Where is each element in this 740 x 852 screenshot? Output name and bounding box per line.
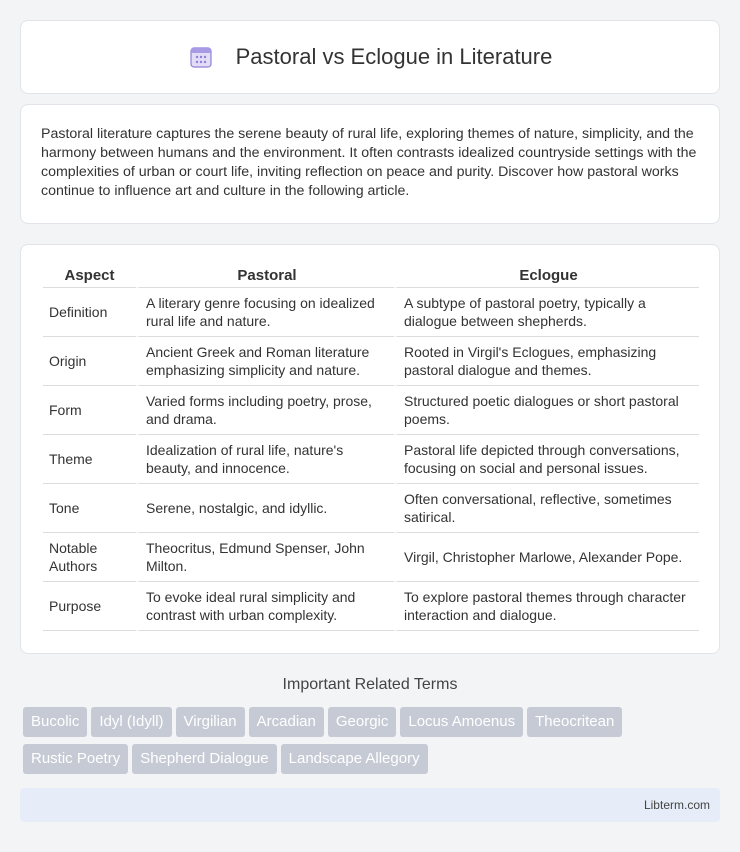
cell-aspect: Origin xyxy=(43,337,136,386)
table-grid-icon xyxy=(188,44,214,70)
tag-georgic[interactable]: Georgic xyxy=(328,707,397,737)
table-row xyxy=(43,533,699,582)
cell-eclogue: A subtype of pastoral poetry, typically a dialogue between shepherds. xyxy=(394,288,699,337)
table-row xyxy=(43,435,699,484)
cell-aspect: Notable Authors xyxy=(43,533,136,582)
tag-virgilian[interactable]: Virgilian xyxy=(176,707,245,737)
cell-eclogue: Structured poetic dialogues or short pastoral poems. xyxy=(394,386,699,435)
cell-aspect: Form xyxy=(43,386,136,435)
table-row xyxy=(43,288,699,337)
cell-aspect: Theme xyxy=(43,435,136,484)
footer xyxy=(20,788,720,822)
cell-pastoral: Theocritus, Edmund Spenser, John Milton. xyxy=(136,533,394,582)
tag-landscape-allegory[interactable]: Landscape Allegory xyxy=(281,744,428,774)
related-terms-title: Important Related Terms xyxy=(282,676,458,693)
table-row xyxy=(43,582,699,631)
title-card xyxy=(20,20,720,94)
cell-pastoral: Idealization of rural life, nature's beauty, and innocence. xyxy=(136,435,394,484)
cell-aspect: Purpose xyxy=(43,582,136,631)
page-title: Pastoral vs Eclogue in Literature xyxy=(235,44,553,69)
comparison-table-card xyxy=(20,244,720,654)
footer-source[interactable]: Libterm.com xyxy=(643,798,710,812)
cell-eclogue: To explore pastoral themes through character interaction and dialogue. xyxy=(394,582,699,631)
tag-arcadian[interactable]: Arcadian xyxy=(249,707,324,737)
header-aspect: Aspect xyxy=(43,265,136,288)
cell-eclogue: Virgil, Christopher Marlowe, Alexander Pope. xyxy=(394,533,699,582)
cell-pastoral: Varied forms including poetry, prose, and drama. xyxy=(136,386,394,435)
tag-rustic-poetry[interactable]: Rustic Poetry xyxy=(23,744,128,774)
tag-locus-amoenus[interactable]: Locus Amoenus xyxy=(400,707,523,737)
cell-pastoral: Ancient Greek and Roman literature emphasizing simplicity and nature. xyxy=(136,337,394,386)
tag-bucolic[interactable]: Bucolic xyxy=(23,707,87,737)
cell-pastoral: To evoke ideal rural simplicity and contrast with urban complexity. xyxy=(136,582,394,631)
comparison-table xyxy=(43,265,699,631)
cell-pastoral: A literary genre focusing on idealized rural life and nature. xyxy=(136,288,394,337)
cell-eclogue: Rooted in Virgil's Eclogues, emphasizing pastoral dialogue and themes. xyxy=(394,337,699,386)
cell-eclogue: Often conversational, reflective, sometimes satirical. xyxy=(394,484,699,533)
header-pastoral: Pastoral xyxy=(136,265,394,288)
cell-eclogue: Pastoral life depicted through conversations, focusing on social and personal issues. xyxy=(394,435,699,484)
table-row xyxy=(43,337,699,386)
intro-card xyxy=(20,104,720,224)
tag-idyl[interactable]: Idyl (Idyll) xyxy=(91,707,171,737)
header-eclogue: Eclogue xyxy=(394,265,699,288)
tag-theocritean[interactable]: Theocritean xyxy=(527,707,622,737)
cell-pastoral: Serene, nostalgic, and idyllic. xyxy=(136,484,394,533)
related-terms-list xyxy=(23,707,723,781)
table-header-row xyxy=(43,265,699,288)
tag-shepherd-dialogue[interactable]: Shepherd Dialogue xyxy=(132,744,276,774)
table-row xyxy=(43,484,699,533)
table-row xyxy=(43,386,699,435)
intro-text: Pastoral literature captures the serene beauty of rural life, exploring themes of nature, simplicity, and the harmony between humans and the environment. It often contrasts idealized countryside settings with the complexities of urban or court life, inviting reflection on peace and purity. Discover how pastoral works continue to influence art and culture in the following article. xyxy=(41,126,697,199)
cell-aspect: Definition xyxy=(43,288,136,337)
cell-aspect: Tone xyxy=(43,484,136,533)
